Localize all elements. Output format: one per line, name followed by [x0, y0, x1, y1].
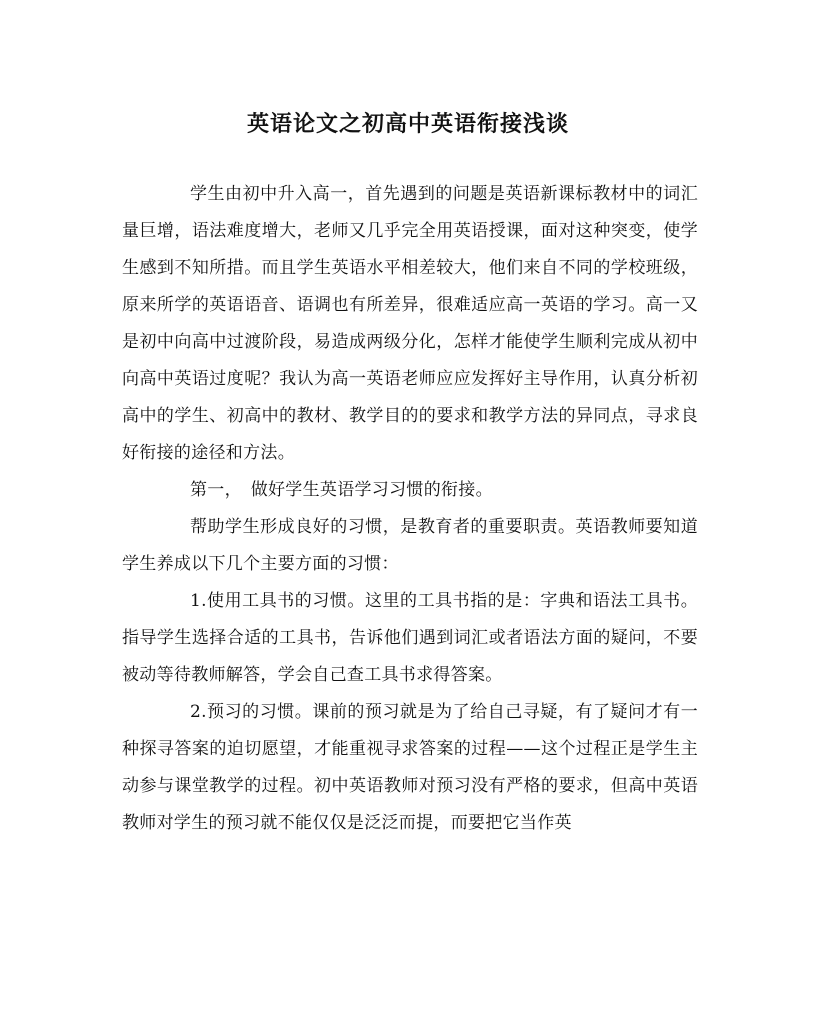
- paragraph-section-heading: 第一， 做好学生英语学习习惯的衔接。: [190, 480, 493, 500]
- paragraph-intro: 学生由初中升入高一，首先遇到的问题是英语新课标教材中的词汇量巨增，语法难度增大，老师又几乎完全用英语授课，面对这种突变，使学生感到不知所措。而且学生英语水平相差较大，他们来自不同的学校班级，原来所学的英语语音、语调也有所差异，很难适应高一英语的学习。高一又是初中向高中过渡阶段，易造成两级分化，怎样才能使学生顺利完成从初中向高中英语过度呢？我认为高一英语老师应应发挥好主导作用，认真分析初高中的学生、初高中的教材、教学目的的要求和教学方法的异同点，寻求良好衔接的途径和方法。: [122, 184, 698, 463]
- paragraph-item-1: 1.使用工具书的习惯。这里的工具书指的是：字典和语法工具书。指导学生选择合适的工具书，告诉他们遇到词汇或者语法方面的疑问，不要被动等待教师解答，学会自己查工具书求得答案。: [122, 591, 698, 685]
- document-body: [122, 176, 698, 842]
- paragraph-habits-intro: 帮助学生形成良好的习惯，是教育者的重要职责。英语教师要知道学生养成以下几个主要方面的习惯：: [122, 517, 698, 574]
- document-title: 英语论文之初高中英语衔接浅谈: [246, 111, 569, 137]
- paragraph-item-2: 2.预习的习惯。课前的预习就是为了给自己寻疑，有了疑问才有一种探寻答案的迫切愿望，才能重视寻求答案的过程——这个过程正是学生主动参与课堂教学的过程。初中英语教师对预习没有严格的要求，但高中英语教师对学生的预习就不能仅仅是泛泛而提，而要把它当作英: [122, 702, 698, 833]
